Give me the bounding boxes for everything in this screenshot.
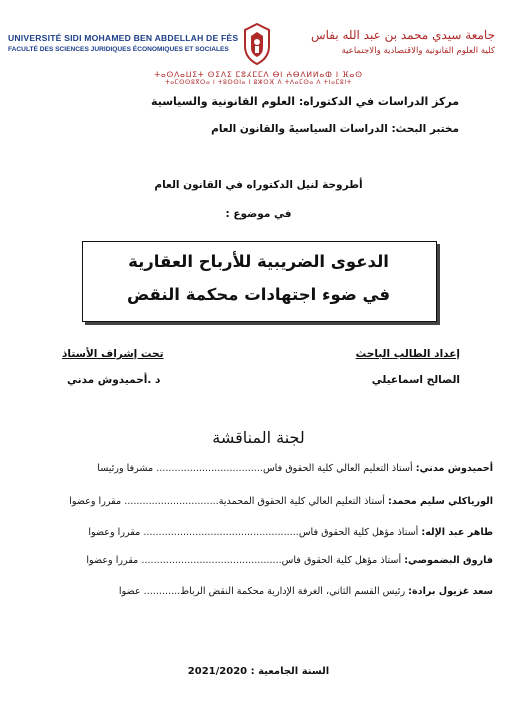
member-role: مقررا وعضوا <box>88 527 141 538</box>
student-heading: إعداد الطالب الباحث <box>355 348 460 360</box>
member-dots: ............ <box>143 586 181 597</box>
academic-year: السنة الجامعية : 2021/2020 <box>187 666 330 677</box>
member-dots: ................................... <box>156 463 263 474</box>
topic-label: في موضوع : <box>225 208 292 220</box>
research-lab: مختبر البحث: الدراسات السياسيةَ والقانون العام <box>211 123 459 135</box>
member-name: طاهر عبد الإله: <box>421 527 493 538</box>
member-role: مشرفا ورئيسا <box>97 463 154 474</box>
member-description: أستاذ مؤهل كلية الحقوق فاس <box>281 555 402 566</box>
university-name-ar: جامعة سيدي محمد بن عبد الله بفاس <box>310 28 495 42</box>
member-description: أستاذ التعليم العالي كلية الحقوق فاس <box>262 463 413 474</box>
thesis-title-line2: في ضوء اجتهادات محكمة النقض <box>126 285 391 304</box>
committee-member <box>34 586 493 602</box>
member-role: عضوا <box>118 586 141 597</box>
member-name: الورياكلي سليم محمد: <box>388 496 493 507</box>
committee-member <box>34 496 493 512</box>
faculty-name-tifinagh: ⵜⴰⵎⵙⵙⵓⴳⵔⴰ ⵏ ⵜⵓⵙⵙⵏⴰ ⵏ ⵓⵣⵔⴼ ⴷ ⵜⴷⴰⵎⵙⴰ ⴷ ⵜⵏⴰⵎⵓⵏⵜ <box>165 79 352 86</box>
thesis-title-line1: الدعوى الضريبية للأرباح العقارية <box>128 252 389 271</box>
university-name-fr: UNIVERSITÉ SIDI MOHAMED BEN ABDELLAH DE FÈS <box>8 33 239 43</box>
member-name: أحميدوش مدني: <box>415 463 493 474</box>
faculty-name-ar: كلية العلوم القانونية والاقتصادية والاجتماعية <box>341 46 495 56</box>
member-dots: ............................... <box>124 496 219 507</box>
supervisor-heading: تحت إشراف الأستاذ <box>62 348 164 360</box>
member-description: رئيس القسم الثاني، الغرفة الإدارية محكمة النقض الرباط <box>180 586 406 597</box>
university-name-tifinagh: ⵜⴰⵙⴷⴰⵡⵉⵜ ⵙⵉⴷⵉ ⵎⵓⵃⵎⵎⴷ ⴱⵏ ⵄⴱⴷⵍⵍⴰⵀ ⵏ ⴼⴰⵙ <box>154 70 363 79</box>
member-name: سعد غزيول برادة: <box>408 586 493 597</box>
faculty-name-fr: FACULTÉ DES SCIENCES JURIDIQUES ÉCONOMIQUES ET SOCIALES <box>8 46 229 53</box>
member-description: أستاذ مؤهل كلية الحقوق فاس <box>298 527 419 538</box>
member-role: مقررا وعضوا <box>69 496 122 507</box>
supervisor-name: د .أحميدوش مدني <box>67 374 161 386</box>
university-crest-icon <box>240 22 274 66</box>
doctorate-center: مركز الدراسات في الدكتوراه: العلوم القانونية والسياسية <box>151 95 459 108</box>
student-name: الصالح اسماعيلي <box>371 374 460 386</box>
committee-heading: لجنة المناقشة <box>212 428 305 447</box>
committee-member <box>34 463 493 479</box>
thesis-type: أطروحة لنيل الدكتوراه في القانون العام <box>154 179 363 191</box>
committee-member <box>34 527 493 543</box>
member-dots: .............................................. <box>141 555 282 566</box>
member-role: مقررا وعضوا <box>86 555 139 566</box>
committee-member <box>34 555 493 571</box>
member-dots: ................................................... <box>143 527 299 538</box>
member-name: فاروق البضموصي: <box>404 555 493 566</box>
member-description: أستاذ التعليم العالي كلية الحقوق المحمدية <box>218 496 385 507</box>
